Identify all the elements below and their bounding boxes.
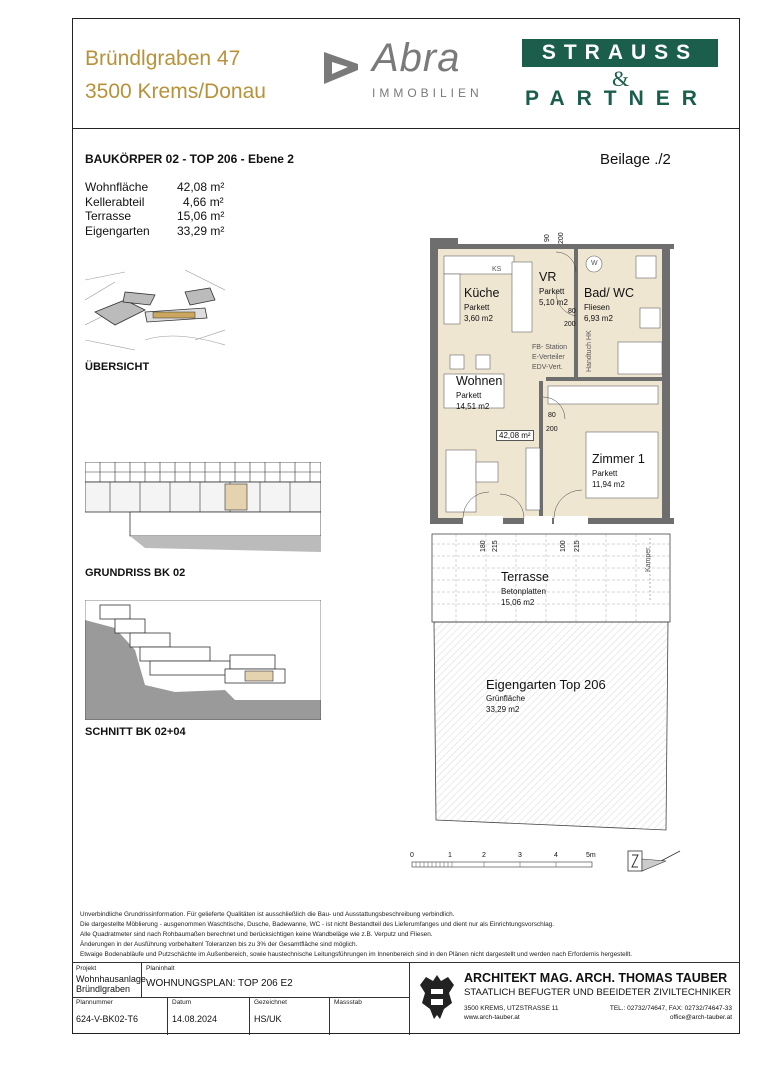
massstab-header: Massstab: [334, 999, 362, 1006]
room-vr-area: 5,10 m2: [539, 298, 568, 307]
room-zimmer-name: Zimmer 1: [592, 452, 645, 466]
room-bad-area: 6,93 m2: [584, 314, 613, 323]
dim-200: 200: [546, 426, 558, 433]
title-block: [72, 962, 740, 1035]
gezeichnet-value: HS/UK: [254, 1014, 282, 1024]
beilage-label: Beilage ./2: [600, 151, 671, 168]
room-bad-name: Bad/ WC: [584, 286, 635, 300]
room-garten-area: 33,29 m2: [486, 705, 520, 714]
strauss-logo-top: STRAUSS: [522, 39, 718, 67]
area-row: [85, 195, 245, 210]
dim-90: 90: [544, 234, 551, 242]
handtuch-label: Handtuch HK: [586, 330, 593, 372]
fb-line: E-Verteiler: [532, 354, 565, 361]
fb-line: FB- Station: [532, 344, 568, 351]
room-vr-name: VR: [539, 270, 557, 284]
architect-web: www.arch-tauber.at: [464, 1014, 520, 1021]
architect-name: ARCHITEKT MAG. ARCH. THOMAS TAUBER: [464, 971, 728, 985]
scale-tick: 4: [554, 852, 558, 859]
room-vr-floor: Parkett: [539, 287, 565, 296]
floor-plan: [426, 222, 678, 866]
dim-80: 80: [568, 308, 576, 315]
architect-email: office@arch-tauber.at: [669, 1014, 732, 1021]
overview-label: ÜBERSICHT: [85, 361, 150, 373]
schnitt-thumb: [85, 600, 321, 720]
plannummer-header: Plannummer: [76, 999, 113, 1006]
abra-wordmark: Abra: [372, 36, 461, 80]
disclaimer-line: Alle Quadratmeter sind nach Rohbaumaßen berechnet und berücksichtigen keine Wandbeläge wie z.B. Verputz und Fliesen.: [80, 931, 433, 938]
room-kueche-area: 3,60 m2: [464, 314, 493, 323]
dim-180: 180: [480, 540, 487, 552]
disclaimer-line: Die dargestellte Möblierung - ausgenommen Waschtische, Dusche, Badewanne, WC - ist nicht Bestandteil des Lieferumfanges und dient nur als Einrichtungsvorschlag.: [80, 921, 554, 928]
room-garten-floor: Grünfläche: [486, 694, 526, 703]
plannummer-value: 624-V-BK02-T6: [76, 1014, 139, 1024]
datum-cell: [168, 997, 250, 1035]
room-kueche-name: Küche: [464, 286, 500, 300]
north-arrow-icon: [626, 849, 682, 873]
unit-title: BAUKÖRPER 02 - TOP 206 - Ebene 2: [85, 152, 294, 166]
room-zimmer-floor: Parkett: [592, 469, 618, 478]
area-row: [85, 224, 245, 239]
datum-header: Datum: [172, 999, 192, 1006]
area-value: 15,06 m²: [177, 209, 225, 223]
architect-subtitle: STAATLICH BEFUGTER UND BEEIDETER ZIVILTECHNIKER: [464, 987, 732, 998]
dim-215: 215: [574, 540, 581, 552]
room-zimmer-area: 11,94 m2: [592, 480, 625, 489]
dim-215: 215: [492, 540, 499, 552]
area-label: Wohnfläche: [85, 180, 149, 194]
area-label: Eigengarten: [85, 223, 150, 238]
projekt-value: Bründlgraben: [76, 984, 131, 994]
grundriss-label: GRUNDRISS BK 02: [85, 567, 186, 579]
area-value: 42,08 m²: [177, 180, 225, 194]
fb-station-label: [532, 343, 567, 373]
architect-address: 3500 KREMS, UTZSTRASSE 11: [464, 1005, 559, 1012]
disclaimer-line: Änderungen in der Ausführung vorbehalten! Toleranzen bis zu 3% der Gesamtfläche sind möglich.: [80, 941, 358, 948]
area-value: 33,29 m²: [177, 223, 225, 238]
fb-line: EDV-Vert.: [532, 364, 563, 371]
abra-subtitle: IMMOBILIEN: [372, 86, 483, 100]
room-terrasse-floor: Betonplatten: [501, 587, 546, 596]
w-label: W: [591, 260, 598, 267]
room-wohnen-area: 14,51 m2: [456, 402, 490, 411]
area-row: [85, 180, 245, 195]
planinhalt-cell: [142, 963, 410, 997]
planinhalt-value: WOHNUNGSPLAN: TOP 206 E2: [146, 978, 293, 989]
room-wohnen-name: Wohnen: [456, 374, 503, 388]
projekt-header: Projekt: [76, 965, 97, 972]
address-line-1: Bründlgraben 47: [85, 47, 241, 70]
massstab-cell: [330, 997, 410, 1035]
area-value: 4,66 m²: [183, 194, 224, 209]
projekt-value: Wohnhausanlage: [76, 974, 146, 984]
disclaimer-line: Unverbindliche Grundrissinformation. Für gelieferte Qualitäten ist ausschließlich die Bau- und Ausstattungsbeschreibung verbindlich.: [80, 911, 455, 918]
schnitt-label: SCHNITT BK 02+04: [85, 726, 186, 738]
gezeichnet-cell: [250, 997, 330, 1035]
room-terrasse-name: Terrasse: [501, 570, 549, 584]
area-table: [85, 180, 245, 238]
dim-80: 80: [548, 412, 556, 419]
dim-200: 200: [558, 232, 565, 244]
address-line-2: 3500 Krems/Donau: [85, 80, 266, 103]
scale-bar: [410, 852, 610, 872]
grundriss-thumb: [85, 462, 321, 554]
dim-200: 200: [564, 321, 576, 328]
header-divider: [72, 128, 740, 129]
projekt-cell: [72, 963, 146, 997]
abra-logo-icon: [318, 44, 364, 90]
planinhalt-header: Planinhalt: [146, 965, 175, 972]
datum-value: 14.08.2024: [172, 1014, 218, 1024]
scale-tick: 0: [410, 852, 414, 859]
scale-tick: 1: [448, 852, 452, 859]
austrian-eagle-icon: [416, 971, 458, 1023]
area-row: [85, 209, 245, 224]
strauss-logo-bottom: PARTNER: [525, 87, 709, 110]
plannummer-cell: [72, 997, 168, 1035]
kamper-label: Kamper: [645, 547, 652, 572]
gezeichnet-header: Gezeichnet: [254, 999, 287, 1006]
area-label: Terrasse: [85, 209, 132, 223]
room-bad-floor: Fliesen: [584, 303, 610, 312]
room-terrasse-area: 15,06 m2: [501, 598, 535, 607]
room-garten-name: Eigengarten Top 206: [486, 677, 606, 692]
scale-tick: 2: [482, 852, 486, 859]
total-area-box: 42,08 m²: [496, 430, 534, 441]
scale-tick: 3: [518, 852, 522, 859]
area-label: Kellerabteil: [85, 194, 145, 209]
architect-phone: TEL.: 02732/74647, FAX: 02732/74647-33: [609, 1005, 732, 1012]
disclaimer: [80, 910, 740, 960]
room-kueche-floor: Parkett: [464, 303, 490, 312]
room-wohnen-floor: Parkett: [456, 391, 482, 400]
disclaimer-line: Etwaige Bodenabläufe und Putzschächte im Außenbereich, sowie haustechnische Leitungsführungen im Innenbereich sind in den Plänen nicht dargestellt und werden nach Erfordernis hergestellt.: [80, 951, 633, 958]
overview-map: [85, 270, 225, 355]
strauss-logo-amp: &: [612, 66, 630, 91]
scale-tick: 5m: [586, 852, 596, 859]
ks-label: KS: [492, 266, 502, 273]
dim-100: 100: [560, 540, 567, 552]
